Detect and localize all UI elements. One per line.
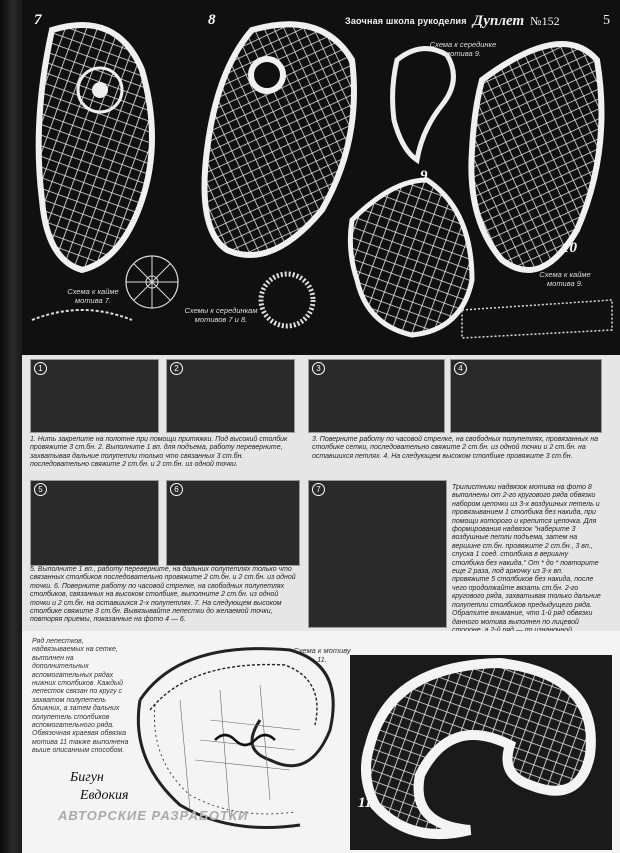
caption-scheme-11: Схема к мотиву 11.: [293, 646, 351, 664]
lace-core-9: [393, 49, 454, 160]
page-number: 5: [603, 13, 610, 28]
instructions-steps-1-2: 1. Нить закрепите на полотне при помощи притяжки. Под высокий столбик провяжите 3 ст.бн. 2. Выполните 1 вп. для подъема, работу переверните, захватывая дальние полупетли только что связанных 3 ст.бн. последовательно свяжите 2 ст.бн. и 2 ст.бн. из одной точки.: [30, 436, 288, 469]
caption-scheme-edge-7: Схема к кайме мотива 7.: [67, 287, 119, 305]
caption-scheme-core-9: Схема к серединке мотива 9.: [429, 40, 497, 58]
step-number: 4: [454, 362, 467, 375]
step-photo-7: [308, 480, 447, 628]
photo-label-9: 9: [420, 168, 428, 184]
lace-motif-10: [471, 44, 601, 270]
instructions-motif-8-border: Трилистники надвязок мотива на фото 8 выполнены от 2-го кругового ряда обвязки набором цепочки из 3-х воздушных петель и провязыванием 1 столбика без накида, при помощи которого и крепится цепочка. Для формирования надвязок "наберите 3 воздушные петли подъема, затем на вершине ст.бн. провяжите 2 ст.бн., 3 вп., спуска 1 соед. столбика в вершину столбика без накида." От * до * повторите еще 2 раза, под аркочку из 3-х вп. провяжите 5 столбиков без накида, после чего продолжайте вязать ст.бн. 2-го кругового ряда, захватывая только дальние полупетли столбиков предыдущего ряда. Обратите внимание, что 1-й ряд обвязки данного мотива выполнен по лицевой: [452, 484, 601, 626]
lace-motif-8: [205, 24, 355, 255]
magazine-title: Заочная школа рукоделия: [345, 16, 467, 26]
step-photo-5: [30, 480, 159, 566]
author-first-name: Бигун: [70, 770, 104, 785]
step-number: 2: [170, 362, 183, 375]
step-number: 5: [34, 483, 47, 496]
side-notes: Ряд лепестков, надвязываемых на сетке, выполнен на дополнительных вспомогательных рядах нижних столбиков. Каждый лепесток связан по кругу с захватом полупетель ближних, а затем дальних полупетель столбиков вспомогательного ряда. Обвязочная краевая обвязка мотива 11 также выполнена выше описанным способом.: [32, 638, 129, 755]
step-photo-6: [166, 480, 300, 566]
instructions-steps-5-7: 5. Выполните 1 вп., работу переверните, на дальних полупетлях только что связанных столбиков последовательно провяжите 2 ст.бн. и 2 ст.бн. из одной точки. 6. Поверните работу по часовой стрелке, на свободных полупетлях столбиков, связанных на высоком столбике, выполните 2 ст.бн. из одной точки и 2 ст.бн. на оставшихся 2-х полупетлях. 7. На следующем высоком столбике свяжите 3 ст.бн. Вывязывайте лепестки до желаемой точки, повторяя приемы, показанные на фото 4 — 6.: [30, 566, 296, 624]
scheme-edge-9: [462, 300, 612, 338]
series-title: АВТОРСКИЕ РАЗРАБОТКИ: [58, 808, 249, 823]
magazine-logo: Дуплет: [472, 12, 525, 29]
step-photo-1: [30, 359, 159, 433]
author-last-name: Евдокия: [80, 788, 129, 803]
step-photo-2: [166, 359, 295, 433]
photo-label-8: 8: [208, 12, 216, 28]
instructions-steps-3-4: 3. Поверните работу по часовой стрелке, на свободных полупетлях, провязанных на столбике сетки, последовательно свяжите 2 ст.бн. из одной точки и 2 ст.бн. на оставшихся петлях. 4. На следующем высоком столбике провяжите 3 ст.бн.: [312, 436, 598, 460]
photo-label-11: 11: [358, 795, 373, 811]
caption-scheme-edge-9: Схема к кайме мотива 9.: [539, 270, 591, 288]
issue-number: №152: [530, 13, 560, 28]
step-photo-3: [308, 359, 445, 433]
step-number: 3: [312, 362, 325, 375]
photo-label-7: 7: [34, 12, 42, 28]
lace-motif-7: [39, 25, 152, 270]
step-number: 7: [312, 483, 325, 496]
scheme-edge-7: [32, 310, 132, 320]
step-number: 1: [34, 362, 47, 375]
lace-motif-11-photo: [350, 655, 612, 850]
magazine-spine: [0, 0, 22, 853]
step-photo-4: [450, 359, 602, 433]
scheme-circle-8: [261, 274, 313, 326]
step-number: 6: [170, 483, 183, 496]
caption-scheme-core-7-8: Схемы к серединкам мотивов 7 и 8.: [184, 306, 258, 324]
lace-motif-9: [350, 180, 472, 335]
photo-label-10: 10: [562, 240, 577, 256]
